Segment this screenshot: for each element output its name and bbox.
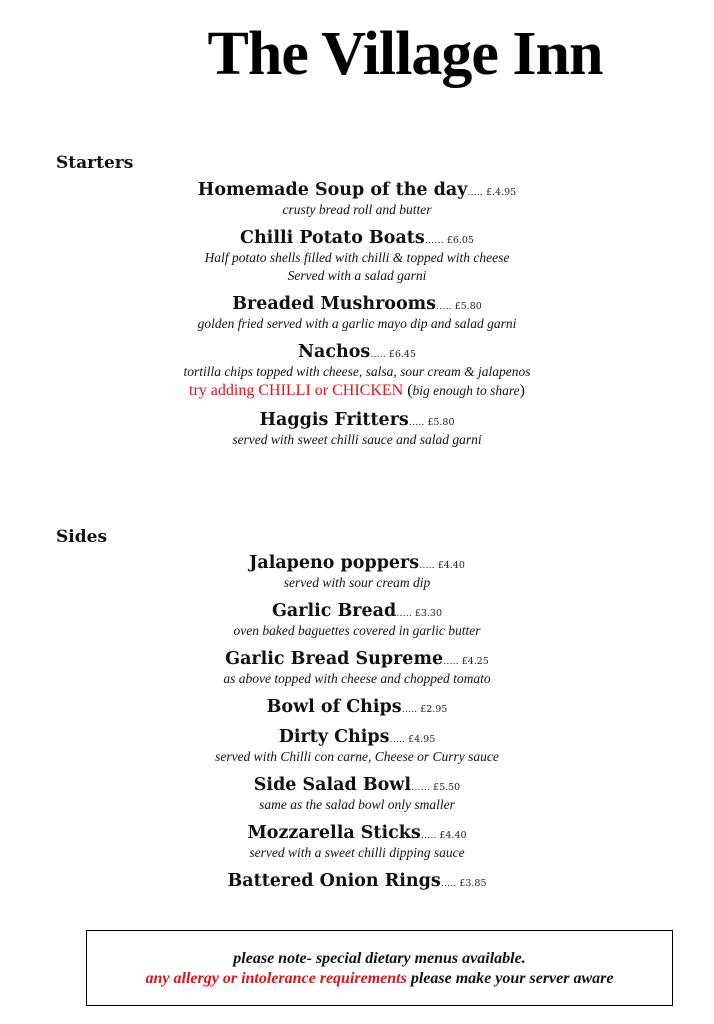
menu-item [0, 870, 714, 892]
menu-item-name: Homemade Soup of the day [197, 180, 468, 200]
menu-item-description: as above topped with cheese and chopped tomato [223, 671, 491, 686]
menu-item-price: ….. £5.80 [436, 301, 482, 312]
menu-item-price: ….. £3.30 [396, 608, 443, 619]
notice-line-2 [87, 969, 672, 989]
menu-item-name: Nachos [297, 342, 371, 362]
menu-item-line [0, 552, 714, 574]
menu-item [0, 774, 714, 814]
menu-item-description: Half potato shells filled with chilli & topped with cheese [204, 250, 510, 265]
section-heading-sides: Sides [56, 527, 108, 547]
menu-item-description: crusty bread roll and butter [282, 202, 432, 217]
menu-item-price: …… £6.05 [424, 235, 474, 246]
menu-item-name: Garlic Bread Supreme [225, 649, 444, 669]
menu-item-price: ….. £6.45 [370, 349, 416, 360]
menu-item-name: Bowl of Chips [266, 697, 402, 717]
section-heading-starters: Starters [56, 153, 134, 173]
menu-item-price: ….. £.4.95 [467, 187, 517, 198]
menu-item-description: oven baked baguettes covered in garlic butter [233, 623, 481, 638]
menu-item-line [0, 179, 714, 201]
menu-item-name: Side Salad Bowl [253, 775, 411, 795]
menu-item-description: served with Chilli con carne, Cheese or Curry sauce [215, 749, 499, 764]
starters-list [0, 179, 714, 449]
menu-item-description: served with a sweet chilli dipping sauce [249, 845, 465, 860]
notice-server-text: please make your server aware [406, 970, 614, 987]
menu-item-line [0, 648, 714, 670]
menu-item-name: Mozzarella Sticks [247, 823, 421, 843]
menu-item [0, 341, 714, 401]
menu-item-price: ….. £3.85 [440, 878, 487, 889]
menu-item-price: ….. £4.40 [419, 560, 465, 571]
menu-item-name: Battered Onion Rings [227, 871, 441, 891]
menu-item-price: ….. £4.95 [389, 734, 436, 745]
menu-item-name: Breaded Mushrooms [232, 294, 437, 314]
menu-item [0, 822, 714, 862]
menu-item-description: golden fried served with a garlic mayo dip and salad garni [197, 316, 517, 331]
notice-allergy-text: any allergy or intolerance requirements [145, 970, 407, 987]
suggestion-addon-text: try adding CHILLI or CHICKEN [189, 382, 404, 399]
menu-item-price: ….. £2.95 [401, 704, 448, 715]
menu-item-line [0, 726, 714, 748]
menu-item [0, 293, 714, 333]
menu-item-name: Chilli Potato Boats [240, 228, 425, 248]
menu-item-description: Served with a salad garni [287, 268, 427, 283]
menu-item-suggestion [0, 381, 714, 401]
suggestion-close-paren: ) [519, 382, 525, 399]
menu-item-price: ….. £4.25 [443, 656, 489, 667]
menu-item [0, 179, 714, 219]
menu-item [0, 648, 714, 688]
menu-item-description: served with sweet chilli sauce and salad garni [232, 432, 482, 447]
menu-item-line [0, 293, 714, 315]
menu-item-description: same as the salad bowl only smaller [259, 797, 455, 812]
menu-item [0, 552, 714, 592]
menu-item-name: Haggis Fritters [259, 410, 409, 430]
notice-line-1: please note- special dietary menus available. [233, 950, 526, 967]
menu-item-line [0, 870, 714, 892]
suggestion-share-note: big enough to share [412, 383, 520, 398]
menu-item-line [0, 774, 714, 796]
suggestion-open-paren: ( [407, 382, 413, 399]
menu-item-line [0, 341, 714, 363]
menu-item-line [0, 822, 714, 844]
menu-item-name: Jalapeno poppers [249, 553, 420, 573]
menu-item-description: tortilla chips topped with cheese, salsa, sour cream & jalapenos [183, 364, 531, 379]
menu-item [0, 726, 714, 766]
menu-item-line [0, 600, 714, 622]
menu-item [0, 600, 714, 640]
menu-item-name: Garlic Bread [271, 601, 397, 621]
menu-item-price: ….. £4.40 [420, 830, 467, 841]
menu-item-line [0, 696, 714, 718]
menu-item [0, 227, 714, 285]
menu-item-line [0, 409, 714, 431]
menu-item-description: served with sour cream dip [283, 575, 431, 590]
menu-item [0, 409, 714, 449]
page-title: The Village Inn [207, 20, 603, 88]
menu-item [0, 696, 714, 718]
menu-item-name: Dirty Chips [278, 727, 390, 747]
sides-list [0, 552, 714, 892]
menu-item-line [0, 227, 714, 249]
dietary-notice-box [86, 930, 673, 1006]
menu-item-price: …… £5.50 [411, 782, 461, 793]
menu-item-price: ….. £5.80 [408, 417, 455, 428]
